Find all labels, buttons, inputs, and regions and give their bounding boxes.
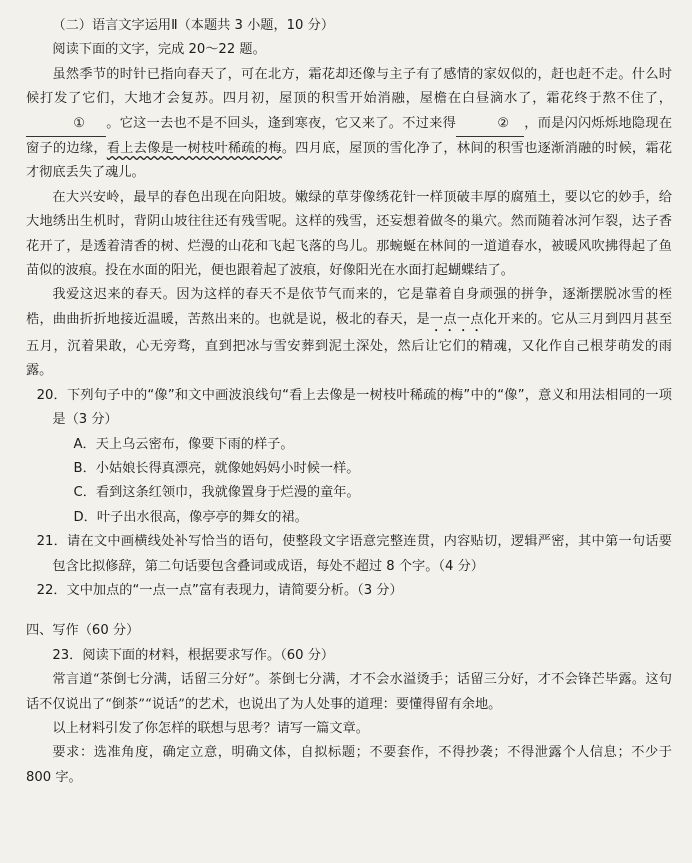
dotted-phrase: 一点一点	[429, 311, 484, 327]
passage-text: 化开来的。它从三月到四月甚至五月，沉着果敢，心无旁骛，直到把冰与雪安葬到泥土深处，然后让它们的精魂，又化作自己根芽萌发的雨露。	[26, 311, 673, 379]
passage-paragraph-1	[26, 63, 672, 186]
passage-text: 。四月底，屋顶的雪化净了，林间的积雪也逐渐消融的时候，霜花才彻底丢失了魂儿。	[26, 141, 673, 181]
passage-text: 我爱这迟来的春天。因为这样的春天不是依节气而来的，它是靠着自身顽强的拼争，逐渐摆脱冰雪的桎梏，曲曲折折地接近温暖，苦熬出来的。也就是说，极北的春天，是	[26, 287, 672, 327]
writing-prompt: 以上材料引发了你怎样的联想与思考？请写一篇文章。	[52, 720, 369, 736]
section-spacer	[26, 603, 672, 619]
passage-paragraph-2: 在大兴安岭，最早的春色出现在向阳坡。嫩绿的草芽像绣花针一样顶破丰厚的腐殖土，要以它的妙手，给大地绣出生机时，背阴山坡往往还有残雪呢。这样的残雪，还妄想着做冬的巢穴。然而随着冰河乍裂，达子香花开了，是透着清香的树、烂漫的山花和飞起飞落的鸟儿。那蜿蜒在林间的一道道春水，被暖风吹拂得起了鱼苗似的波痕。投在水面的阳光，便也跟着起了波痕，好像阳光在水面打起蝴蝶结了。	[26, 189, 672, 279]
blank-2: ②	[456, 112, 524, 137]
blank-1: ①	[26, 112, 106, 137]
question-20-option-a: A．天上乌云密布，像要下雨的样子。	[73, 436, 294, 452]
writing-requirements: 要求：选准角度，确定立意，明确文体，自拟标题；不要套作，不得抄袭；不得泄露个人信息；不少于 800 字。	[26, 745, 672, 785]
passage-text: 。它这一去也不是不回头，逢到寒夜，它又来了。不过来得	[106, 115, 457, 131]
passage-text: ，而是闪闪烁烁地隐现在窗子的边缘，	[26, 115, 673, 157]
writing-heading: 四、写作（60 分）	[26, 623, 140, 639]
wavy-underlined-sentence: 看上去像是一树枝叶稀疏的梅	[106, 141, 282, 157]
question-20: 20．下列句子中的“像”和文中画波浪线句“看上去像是一树枝叶稀疏的梅”中的“像”，意义和用法相同的一项是（3 分）	[36, 387, 672, 428]
passage-text: 虽然季节的时针已指向春天了，可在北方，霜花却还像与主子有了感情的家奴似的，赶也赶不走。什么时候打发了它们，大地才会复苏。四月初，屋顶的积雪开始消融，屋檐在白昼滴水了，霜花终于熬不住了，	[26, 66, 672, 107]
section-instruction: 阅读下面的文字，完成 20～22 题。	[52, 42, 266, 58]
writing-material: 常言道“茶倒七分满，话留三分好”。茶倒七分满，才不会水溢烫手；话留三分好，才不会锋芒毕露。这句话不仅说出了“倒茶”“说话”的艺术，也说出了为人处事的道理：要懂得留有余地。	[26, 672, 672, 712]
question-21: 21．请在文中画横线处补写恰当的语句，使整段文字语意完整连贯，内容贴切，逻辑严密，其中第一句话要包含比拟修辞，第二句话要包含叠词或成语，每处不超过 8 个字。（4 分）	[36, 534, 672, 574]
passage-paragraph-3	[26, 283, 672, 383]
question-22: 22．文中加点的“一点一点”富有表现力，请简要分析。（3 分）	[36, 582, 403, 598]
question-20-option-b: B．小姑娘长得真漂亮，就像她妈妈小时候一样。	[73, 460, 360, 476]
section-heading: （二）语言文字运用Ⅱ（本题共 3 小题，10 分）	[52, 18, 335, 33]
question-23: 23．阅读下面的材料，根据要求写作。（60 分）	[52, 647, 335, 663]
question-20-option-c: C．看到这条红领巾，我就像置身于烂漫的童年。	[73, 485, 360, 501]
question-20-option-d: D．叶子出水很高，像亭亭的舞女的裙。	[73, 509, 308, 525]
